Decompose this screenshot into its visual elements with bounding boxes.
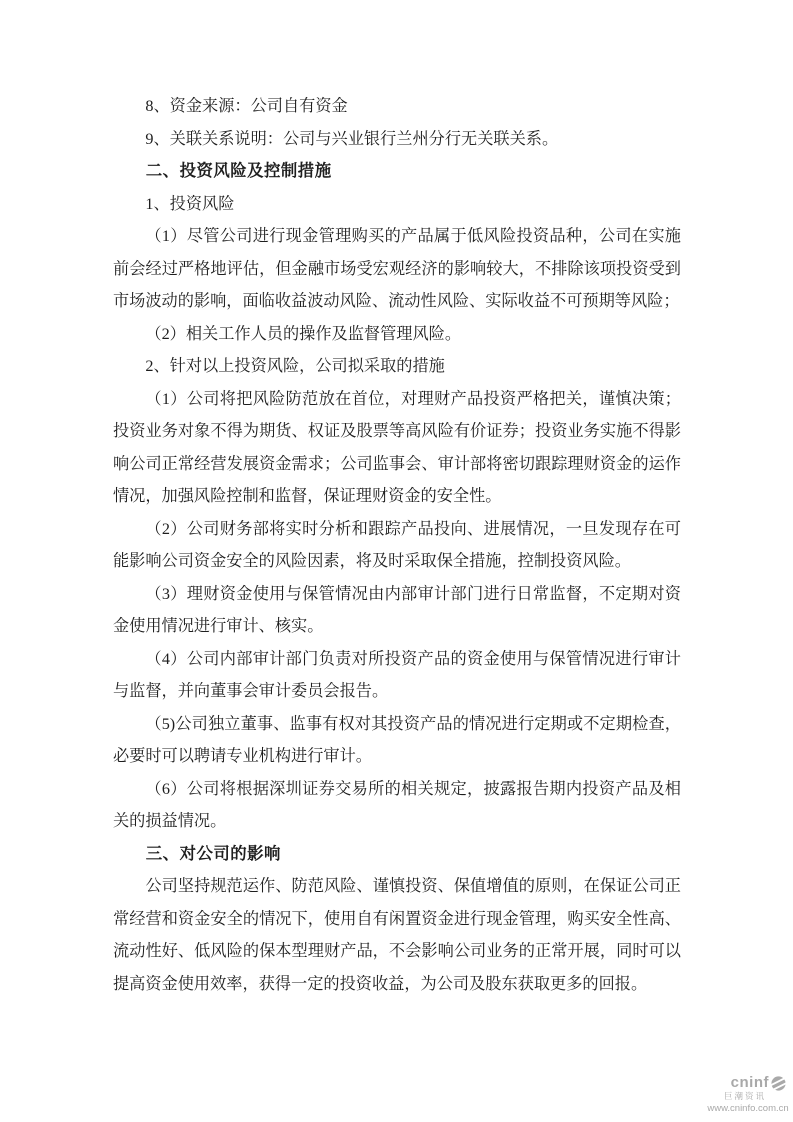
paragraph: （6）公司将根据深圳证券交易所的相关规定，披露报告期内投资产品及相关的损益情况。 xyxy=(113,779,681,830)
paragraph: （3）理财资金使用与保管情况由内部审计部门进行日常监督，不定期对资金使用情况进行审计、核实。 xyxy=(113,584,681,635)
paragraph: （1）尽管公司进行现金管理购买的产品属于低风险投资品种，公司在实施前会经过严格地评估，但金融市场受宏观经济的影响较大，不排除该项投资受到市场波动的影响，面临收益波动风险、流动性风险、实际收益不可预期等风险； xyxy=(113,227,681,310)
section-heading: 二、投资风险及控制措施 xyxy=(145,162,332,180)
paragraph: （5)公司独立董事、监事有权对其投资产品的情况进行定期或不定期检查，必要时可以聘请专业机构进行审计。 xyxy=(113,714,681,765)
paragraph: 8、资金来源：公司自有资金 xyxy=(145,97,348,115)
paragraph: （2）公司财务部将实时分析和跟踪产品投向、进展情况，一旦发现存在可能影响公司资金安全的风险因素，将及时采取保全措施，控制投资风险。 xyxy=(113,519,681,570)
paragraph: （2）相关工作人员的操作及监督管理风险。 xyxy=(145,324,462,343)
paragraph: （4）公司内部审计部门负责对所投资产品的资金使用与保管情况进行审计与监督，并向董事会审计委员会报告。 xyxy=(113,649,681,700)
cninfo-logo-chinese: 巨潮资讯 xyxy=(723,1091,766,1102)
paragraph: 公司坚持规范运作、防范风险、谨慎投资、保值增值的原则，在保证公司正常经营和资金安全的情况下，使用自有闲置资金进行现金管理，购买安全性高、流动性好、低风险的保本型理财产品，不会影响公司业务的正常开展，同时可以提高资金使用效率，获得一定的投资收益，为公司及股东获取更多的回报。 xyxy=(113,877,681,993)
document-body xyxy=(113,90,681,1000)
paragraph: （1）公司将把风险防范放在首位，对理财产品投资严格把关，谨慎决策；投资业务对象不得为期货、权证及股票等高风险有价证券；投资业务实施不得影响公司正常经营发展资金需求；公司监事会、审计部将密切跟踪理财资金的运作情况，加强风险控制和监督，保证理财资金的安全性。 xyxy=(113,389,681,505)
cninfo-logo xyxy=(706,1075,790,1114)
cninfo-logo-text: cninf xyxy=(730,1074,769,1092)
paragraph: 9、关联关系说明：公司与兴业银行兰州分行无关联关系。 xyxy=(145,129,559,148)
paragraph: 2、针对以上投资风险，公司拟采取的措施 xyxy=(145,357,445,375)
cninfo-url: www.cninfo.com.cn xyxy=(707,1102,789,1114)
paragraph: 1、投资风险 xyxy=(145,194,235,213)
section-heading: 三、对公司的影响 xyxy=(145,844,281,863)
cninfo-logo-row xyxy=(706,1075,790,1092)
cninfo-swirl-icon xyxy=(770,1075,787,1092)
